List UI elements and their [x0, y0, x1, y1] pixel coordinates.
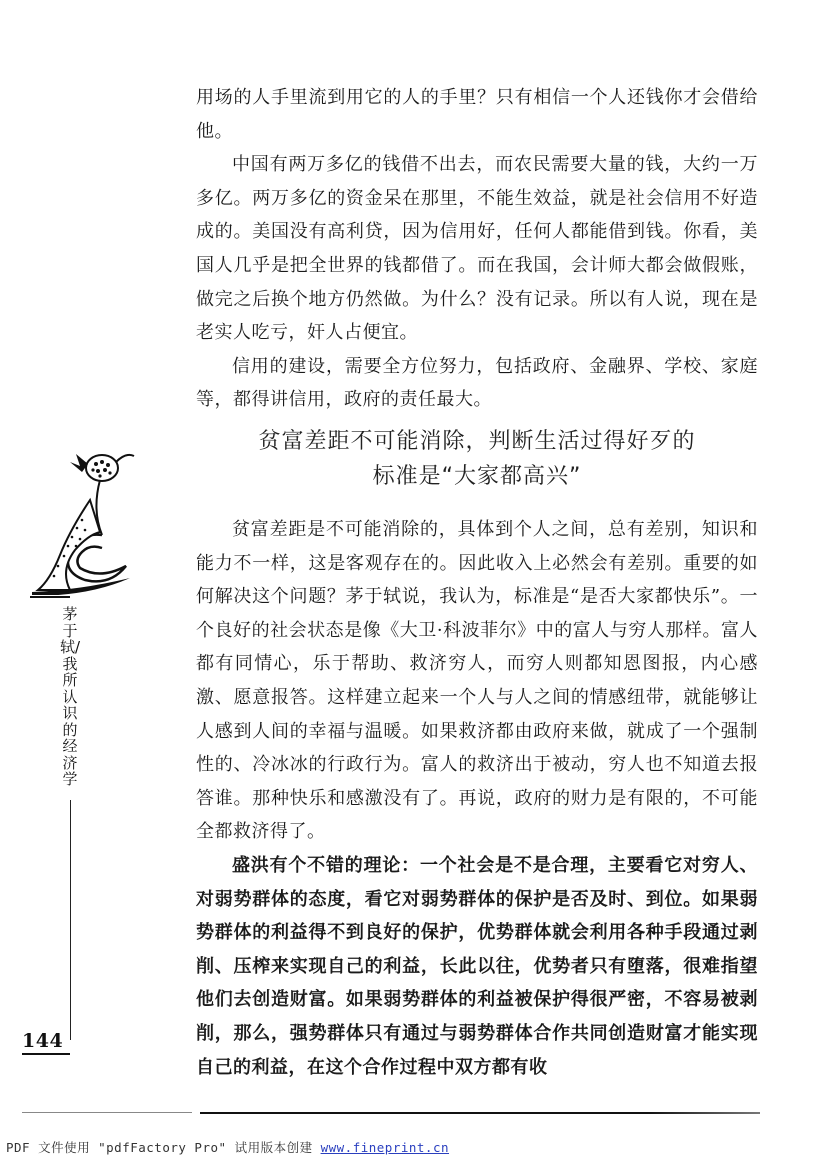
side-rule	[70, 800, 71, 1040]
body-text-top	[196, 81, 758, 417]
paragraph: 盛洪有个不错的理论：一个社会是不是合理，主要看它对穷人、对弱势群体的态度，看它对弱势群体的保护是否及时、到位。如果弱势群体的利益得不到良好的保护，优势群体就会利用各种手段通过剥削、压榨来实现自己的利益，长此以往，优势者只有堕落，很难指望他们去创造财富。如果弱势群体的利益被保护得很严密，不容易被剥削，那么，强势群体只有通过与弱势群体合作共同创造财富才能实现自己的利益，在这个合作过程中双方都有收	[196, 854, 758, 1078]
paragraph: 信用的建设，需要全方位努力，包括政府、金融界、学校、家庭等，都得讲信用，政府的责任最大。	[196, 355, 758, 411]
footer-link[interactable]: www.fineprint.cn	[320, 1140, 450, 1155]
section-heading	[196, 424, 758, 494]
section-heading-line-2: 标准是“大家都高兴”	[372, 464, 582, 489]
ornament-base-rule	[30, 596, 70, 598]
body-text-bottom	[196, 513, 758, 1084]
paragraph: 贫富差距是不可能消除的，具体到个人之间，总有差别，知识和能力不一样，这是客观存在的。因此收入上必然会有差别。重要的如何解决这个问题？茅于轼说，我认为，标准是“是否大家都快乐”。一个良好的社会状态是像《大卫·科波菲尔》中的富人与穷人那样。富人都有同情心，乐于帮助、救济穷人，而穷人则都知恩图报，内心感激、愿意报答。这样建立起来一个人与人之间的情感纽带，就能够让人感到人间的幸福与温暖。如果救济都由政府来做，就成了一个强制性的、冷冰冰的行政行为。富人的救济出于被动，穷人也不知道去报答谁。那种快乐和感激没有了。再说，政府的财力是有限的，不可能全都救济得了。	[196, 519, 758, 843]
footer-text: PDF 文件使用 "pdfFactory Pro" 试用版本创建	[6, 1140, 321, 1155]
bird-ornament-icon	[30, 440, 140, 595]
pdf-footer	[6, 1138, 449, 1156]
paragraph: 中国有两万多亿的钱借不出去，而农民需要大量的钱，大约一万多亿。两万多亿的资金呆在那里，不能生效益，就是社会信用不好造成的。美国没有高利贷，因为信用好，任何人都能借到钱。你看，美国人几乎是把全世界的钱都借了。而在我国，会计师大都会做假账，做完之后换个地方仍然做。为什么？没有记录。所以有人说，现在是老实人吃亏，奸人占便宜。	[196, 154, 758, 344]
book-title-vertical: 茅于轼/我所认识的经济学	[60, 605, 81, 788]
bottom-rule	[200, 1112, 760, 1114]
page-number: 144	[22, 1030, 64, 1052]
page-number-underline	[22, 1053, 70, 1055]
paragraph: 用场的人手里流到用它的人的手里？只有相信一个人还钱你才会借给他。	[196, 87, 758, 142]
section-heading-line-1: 贫富差距不可能消除，判断生活过得好歹的	[258, 429, 696, 454]
bottom-rule-left	[22, 1112, 192, 1113]
